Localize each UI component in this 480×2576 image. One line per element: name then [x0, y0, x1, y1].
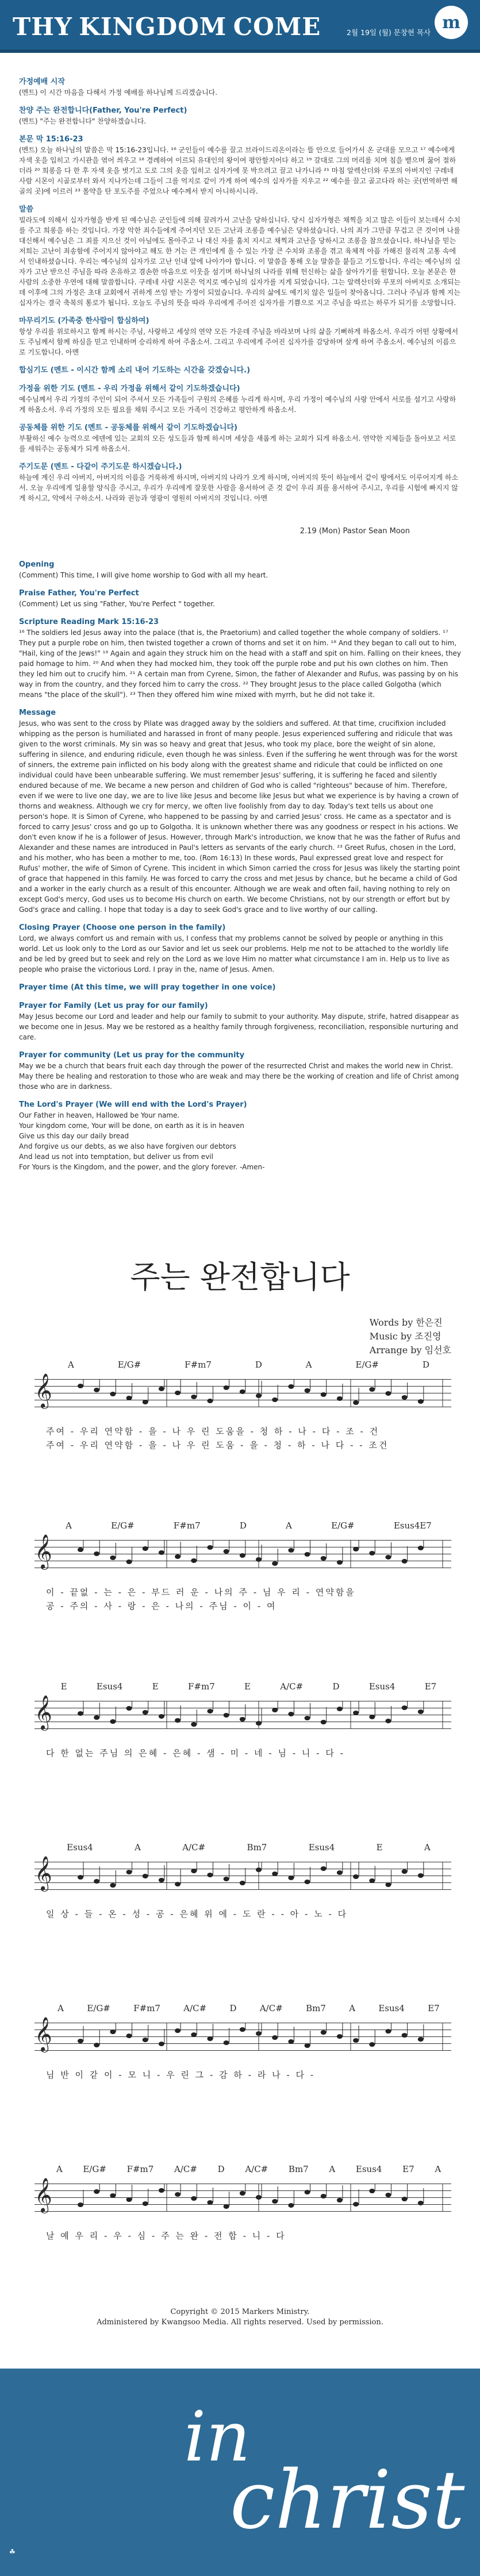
- note-head: [402, 1395, 408, 1400]
- en-lords-prayer-lines: [19, 1110, 462, 1172]
- ko-family-prayer-title: 가정을 위한 기도 (멘트 - 우리 가정을 위해서 같이 기도하겠습니다): [19, 384, 240, 393]
- note-head: [288, 1384, 294, 1389]
- note-head: [353, 1547, 359, 1551]
- note-head: [143, 1400, 148, 1404]
- note-head: [78, 1384, 83, 1388]
- ko-prayer-text: 항상 우리를 위로하시고 함께 하시는 주님, 사랑하고 세상의 연약 모든 가운데 주님을 바라보며 나의 삶을 기뻐하게 하옵소서. 우리가 어떤 상황에서도 주님께서 함께 하심을 믿고 인내하며 승리하게 하여 주옵소서. 그리고 우리에게 주어진 십자가를 감당하며 살게 하여 주옵소서. 예수님의 이름으로 기도합니다. 아멘: [19, 328, 459, 356]
- note-head: [305, 2190, 310, 2194]
- note-head: [402, 1559, 408, 1564]
- note-head: [272, 1397, 278, 1402]
- note-head: [126, 1396, 132, 1400]
- footer-script-in: in: [184, 2397, 251, 2477]
- note-head: [207, 1709, 213, 1714]
- chord-symbol: A: [286, 1520, 292, 1531]
- treble-clef-icon: 𝄞: [34, 1856, 52, 1890]
- chord-symbol: F#m7: [126, 2164, 154, 2174]
- ko-scripture-title: 본문 막 15:16-23: [19, 135, 83, 144]
- note-head: [305, 2043, 310, 2048]
- ko-message-title: 말씀: [19, 205, 34, 214]
- note-head: [369, 2189, 375, 2193]
- note-head: [385, 1882, 391, 1887]
- lyric-line: 날 예 우 리 - 우 - 심 - 주 는 완 - 전 합 - 니 - 다: [46, 2231, 286, 2241]
- note-head: [240, 2027, 245, 2032]
- note-head: [94, 2043, 99, 2047]
- note-head: [321, 1720, 327, 1724]
- note-head: [418, 1399, 424, 1404]
- note-glyphs: [75, 1540, 446, 1574]
- note-head: [272, 1708, 278, 1712]
- note-head: [321, 2030, 327, 2035]
- note-head: [94, 1551, 99, 1556]
- chord-symbol: E: [152, 1681, 159, 1692]
- chord-symbol: A/C#: [174, 2164, 197, 2174]
- chord-symbol: Bm7: [247, 1842, 267, 1853]
- note-head: [385, 1555, 391, 1560]
- ko-lords-prayer-text: 하늘에 계신 우리 아버지, 아버지의 이름을 거룩하게 하시며, 아버지의 나라가 오게 하시며, 아버지의 뜻이 하늘에서 같이 땅에서도 이루어지게 하소서. 오늘 우리에게 일용할 양식을 주시고, 우리가 우리에게 잘못한 사람을 용서하여 준 것 같이 우리 죄를 용서하여 주시고, 우리를 시험에 빠지지 않게 하시고, 악에서 구하소서. 나라와 권능과 영광이 영원히 아버지의 것입니다. 아멘: [19, 473, 459, 502]
- brand-thy: THY: [13, 13, 72, 41]
- chord-row: [46, 1681, 451, 1692]
- footer-logo-icon: ☘: [9, 2548, 16, 2556]
- chord-symbol: Esus4E7: [393, 1520, 432, 1531]
- note-head: [159, 2188, 164, 2193]
- note-head: [175, 1554, 181, 1559]
- note-head: [353, 1874, 359, 1879]
- note-head: [305, 1716, 310, 1720]
- note-head: [402, 1705, 408, 1710]
- note-head: [191, 2196, 197, 2201]
- chord-symbol: A: [305, 1360, 312, 1370]
- chord-symbol: A: [424, 1842, 431, 1853]
- chord-symbol: E: [244, 1681, 251, 1692]
- note-head: [143, 1710, 148, 1715]
- note-head: [369, 1387, 375, 1392]
- copyright-line-2: Administered by Kwangsoo Media. All rights reserved. Used by permission.: [97, 2318, 383, 2327]
- brand-come: COME: [233, 13, 321, 41]
- chord-symbol: A: [67, 1360, 74, 1370]
- chord-symbol: F#m7: [188, 1681, 215, 1692]
- note-head: [207, 1399, 213, 1403]
- note-head: [272, 1561, 278, 1566]
- chord-symbol: A: [329, 2164, 336, 2174]
- chord-symbol: E/G#: [87, 2003, 110, 2013]
- song-title: 주는 완전합니다: [130, 1259, 350, 1295]
- note-head: [126, 2197, 132, 2202]
- chord-row: [46, 2164, 451, 2174]
- note-head: [224, 2040, 229, 2045]
- en-opening-title: Opening: [19, 560, 55, 569]
- ko-community-prayer-title: 공동체를 위한 기도 (멘트 - 공동체를 위해서 같이 기도하겠습니다): [19, 423, 237, 432]
- en-message-text: Jesus, who was sent to the cross by Pilate was dragged away by the soldiers and suffered. At that time, crucifixion included whipping as the person is humiliated and harassed in front of many people. Jesus experienced suffering and ridicule that was given to the worst criminals. My sin was so heavy and great that Jesus, who took my place, bore the weight of sin alone, suffering in silence, and enduring ridicule, even though he was sinless. Even if the suffering he went through was for the worst of sinners, the extreme pain inflicted on his body along with the greatest shame and ridicule that could be inflicted on one individual could have been unbearable suffering. We must remember Jesus' suffering, it is suffering he faced and silently endured because of me. We became a new person and children of God who is called "righteous" because of him. Therefore, even if we were to live one day, we are to live like Jesus and become like Jesus but what we experience is by having a crown of thorns and weakness. Although we cry for mercy, we often live foolishly from day to day. Today's text tells us about one person's hope. It is Simon of Cyrene, who happened to be passing by and carried Jesus' cross. He came as a spectator and is forced to carry Jesus' cross and go up to Golgotha. It is unknown whether there was any goodness or respect in his actions. We don't even know if he is a follower of Jesus. However, through Mark's introduction, we know that he was the father of Rufus and Alexander and these names are introduced in Paul's letters as servants of the early church. ²³ Greet Rufus, chosen in the Lord, and his mother, who has been a mother to me, too. (Rom 16:13) In these words, Paul expressed great love and respect for Rufus' mother, the wife of Simon of Cyrene. This incident in which Simon carried the cross for Jesus was likely the starting point of grace that happened in this family. He was forced to carry the cross and met Jesus by chance, but he became a child of God and a worker in the early church as a result of this encounter. Although we are weak and often fail, having nothing to rely on except God's mercy, God uses us to become His church on earth. We become Christians, not by our strength or effort but by God's grace and calling. I hope that today is a day to seek God's grace and to live worthy of our calling.: [19, 719, 460, 914]
- credit-arrange: Arrange by 임선호: [369, 1345, 451, 1356]
- chord-symbol: E7: [424, 1681, 437, 1692]
- footer-banner: [0, 2369, 480, 2576]
- lyric-line: 공 - 주의 - 사 - 랑 - 은 - 나의 - 주님 - 이 - 여: [46, 1601, 277, 1611]
- copyright-notice: [0, 2307, 480, 2328]
- note-head: [337, 2034, 343, 2039]
- en-community-prayer-text: May we be a church that bears fruit each day through the power of the resurrected Christ and makes the world new in Christ. May there be healing and restoration to those who are weak and may there be the working of creation and life of Christ among those who are in darkness.: [19, 1062, 459, 1091]
- note-head: [207, 2036, 213, 2041]
- chord-symbol: A: [349, 2003, 356, 2013]
- chord-symbol: A/C#: [182, 1842, 206, 1853]
- en-closing-title: Closing Prayer (Choose one person in the family): [19, 923, 226, 932]
- note-head: [385, 1719, 391, 1723]
- note-head: [272, 2035, 278, 2040]
- chord-symbol: E: [376, 1842, 383, 1853]
- chord-symbol: E: [60, 1681, 67, 1692]
- brand-title: [13, 13, 321, 41]
- note-head: [353, 1400, 359, 1405]
- en-family-prayer-text: May Jesus become our Lord and leader and help our family to submit to your authority. May dispute, strife, hatred disappear as we become one in Jesus. May we be restored as a healthy family through forgiveness, reconciliation, responsible nurturing and care.: [19, 1012, 459, 1041]
- church-logo-icon: m: [435, 6, 468, 39]
- note-head: [337, 2198, 343, 2203]
- note-head: [126, 1706, 132, 1711]
- note-head: [224, 1713, 229, 1718]
- note-head: [240, 1717, 245, 1722]
- note-head: [418, 1546, 424, 1550]
- note-head: [240, 1881, 245, 1885]
- note-head: [353, 1711, 359, 1715]
- music-staff: [23, 2164, 457, 2218]
- date-label: 2월 19일 (월) 문창현 목사: [347, 28, 431, 37]
- chord-symbol: Esus4: [378, 2003, 405, 2013]
- chord-symbol: Bm7: [306, 2003, 326, 2013]
- en-scripture-title: Scripture Reading Mark 15:16-23: [19, 618, 159, 626]
- note-head: [191, 1722, 197, 1727]
- note-head: [175, 1718, 181, 1723]
- note-head: [110, 2193, 116, 2198]
- en-family-prayer-title: Prayer for Family (Let us pray for our family): [19, 1002, 208, 1010]
- note-head: [337, 1707, 343, 1711]
- music-staff: [23, 1842, 457, 1896]
- chord-row: [46, 2003, 451, 2013]
- chord-symbol: Esus4: [368, 1681, 395, 1692]
- lords-prayer-line: And lead us not into temptation, but deliver us from evil: [19, 1153, 213, 1161]
- note-head: [78, 2039, 83, 2043]
- chord-symbol: D: [229, 2003, 237, 2013]
- ko-opening-title: 가정예배 시작: [19, 78, 65, 86]
- note-head: [305, 1552, 310, 1557]
- chord-symbol: E7: [402, 2164, 414, 2174]
- chord-symbol: A: [57, 2003, 64, 2013]
- ko-community-prayer-text: 부활하신 예수 능력으로 에덴에 있는 교회의 모든 성도들과 함께 하시며 세상을 새롭게 하는 교회가 되게 하옵소서. 연약한 지체들을 돌아보고 서로를 세워주는 공동체가 되게 하옵소서.: [19, 434, 456, 453]
- note-head: [94, 1879, 99, 1884]
- note-head: [126, 1870, 132, 1874]
- note-head: [402, 2197, 408, 2201]
- note-head: [143, 1874, 148, 1878]
- note-head: [159, 1387, 164, 1391]
- treble-clef-icon: 𝄞: [34, 1695, 52, 1730]
- note-head: [353, 2038, 359, 2043]
- note-head: [272, 1872, 278, 1876]
- note-head: [94, 1715, 99, 1720]
- music-staff: [23, 1360, 457, 1414]
- note-head: [321, 1866, 327, 1871]
- chord-symbol: D: [255, 1360, 262, 1370]
- en-community-prayer-title: Prayer for community (Let us pray for the community: [19, 1051, 245, 1060]
- ko-scripture-text: (멘트) 오늘 하나님의 말씀은 막 15:16-23입니다. ¹⁶ 군인들이 예수를 끌고 브라이드리온이라는 뜰 안으로 들어가서 온 군대를 모으고 ¹⁷ 예수에게 자색 옷을 입히고 가시관을 엮어 씌우고 ¹⁸ 경례하여 이르되 유대인의 왕이여 평안할지어다 하고 ¹⁹ 갈대로 그의 머리를 치며 침을 뱉으며 꿇어 절하더라 ²⁰ 희롱을 다 한 후 자색 옷을 벗기고 도로 그의 옷을 입히고 십자가에 못 박으려고 끌고 나가니라 ²¹ 마침 알렉산더와 루포의 아버지인 구레네 사람 시몬이 시골로부터 와서 지나가는데 그들이 그를 억지로 같이 가게 하여 예수의 십자가를 지우고 ²² 예수를 끌고 골고다라 하는 곳(번역하면 해골의 곳)에 이르러 ²³ 몰약을 탄 포도주를 주었으나 예수께서 받지 아니하시니라.: [19, 146, 458, 195]
- note-head: [337, 1560, 343, 1565]
- note-head: [321, 1392, 327, 1397]
- note-head: [385, 2029, 391, 2034]
- ko-opening-text: (멘트) 이 시간 마음을 다해서 가정 예배를 하나님께 드리겠습니다.: [19, 88, 218, 97]
- note-head: [353, 2202, 359, 2207]
- en-lords-prayer-title: The Lord's Prayer (We will end with the Lord's Prayer): [19, 1100, 247, 1109]
- ko-prayer-title: 마무리기도 (가족중 한사람이 합심하여): [19, 317, 149, 325]
- ko-praise-text: (멘트) "주는 완전합니다" 찬양하겠습니다.: [19, 117, 147, 125]
- note-head: [224, 1549, 229, 1554]
- music-staff: [23, 1681, 457, 1735]
- note-head: [143, 2201, 148, 2206]
- note-head: [418, 1709, 424, 1714]
- en-prayer-time-title: Prayer time (At this time, we will pray together in one voice): [19, 983, 276, 992]
- lords-prayer-line: Your kingdom come, Your will be done, on earth as it is in heaven: [19, 1122, 244, 1130]
- note-head: [78, 1547, 83, 1552]
- chord-symbol: D: [217, 2164, 225, 2174]
- note-head: [385, 1391, 391, 1396]
- note-head: [207, 2200, 213, 2205]
- chord-symbol: A/C#: [245, 2164, 268, 2174]
- note-head: [126, 2034, 132, 2038]
- note-head: [159, 2042, 164, 2046]
- chord-symbol: Esus4: [96, 1681, 123, 1692]
- en-opening-text: (Comment) This time, I will give home worship to God with all my heart.: [19, 571, 268, 579]
- note-glyphs: [75, 1379, 446, 1414]
- note-head: [78, 1711, 83, 1716]
- note-head: [418, 2201, 424, 2205]
- note-head: [402, 1869, 408, 1874]
- note-head: [288, 1876, 294, 1880]
- chord-symbol: D: [332, 1681, 340, 1692]
- note-head: [207, 1873, 213, 1877]
- note-glyphs: [75, 2023, 446, 2057]
- treble-clef-icon: 𝄞: [34, 2017, 52, 2051]
- chord-symbol: A: [135, 1842, 141, 1853]
- note-head: [143, 2038, 148, 2042]
- ko-praise-title: 찬양 주는 완전합니다(Father, You're Perfect): [19, 106, 187, 115]
- note-head: [369, 1878, 375, 1883]
- chord-row: [46, 1360, 451, 1370]
- chord-symbol: A: [56, 2164, 63, 2174]
- note-head: [288, 2039, 294, 2044]
- note-head: [321, 1556, 327, 1561]
- chord-row: [46, 1520, 451, 1531]
- note-head: [110, 1392, 116, 1396]
- note-head: [418, 1873, 424, 1878]
- header-banner: [0, 0, 480, 53]
- note-head: [288, 1712, 294, 1716]
- note-head: [159, 1550, 164, 1555]
- note-head: [240, 1389, 245, 1394]
- devotional-content: [19, 69, 462, 1172]
- copyright-line-1: Copyright © 2015 Markers Ministry.: [170, 2308, 310, 2316]
- note-head: [126, 1560, 132, 1564]
- chord-symbol: A: [435, 2164, 441, 2174]
- note-glyphs: [75, 1701, 446, 1735]
- note-head: [288, 2203, 294, 2208]
- note-head: [191, 1869, 197, 1873]
- en-praise-title: Praise Father, You're Perfect: [19, 589, 139, 598]
- en-scripture-text: ¹⁶ The soldiers led Jesus away into the palace (that is, the Praetorium) and called together the whole company of soldiers. ¹⁷ They put a purple robe on him, then twisted together a crown of thorns and set it on him. ¹⁸ And they began to call out to him, "Hail, king of the Jews!" ¹⁹ Again and again they struck him on the head with a staff and spit on him. Falling on their knees, they paid homage to him. ²⁰ And when they had mocked him, they took off the purple robe and put his own clothes on him. Then they led him out to crucify him. ²¹ A certain man from Cyrene, Simon, the father of Alexander and Rufus, was passing by on his way in from the country, and they forced him to carry the cross. ²² They brought Jesus to the place called Golgotha (which means "the place of the skull"). ²³ Then they offered him wine mixed with myrrh, but he did not take it.: [19, 629, 462, 699]
- note-head: [240, 1553, 245, 1558]
- note-head: [175, 2028, 181, 2033]
- note-head: [240, 2191, 245, 2196]
- chord-symbol: A: [66, 1520, 72, 1531]
- lyric-line: 주여 - 우리 연약함 - 을 - 나 우 린 도움을 - 청 하 - 나 - 다 - 조 - 건: [46, 1426, 380, 1437]
- note-glyphs: [75, 2184, 446, 2218]
- note-head: [175, 1391, 181, 1395]
- note-head: [402, 2033, 408, 2038]
- music-staff: [23, 2003, 457, 2057]
- note-head: [191, 2032, 197, 2037]
- credit-music: Music by 조진영: [369, 1331, 441, 1342]
- note-head: [224, 1877, 229, 1881]
- footer-script-christ: christ: [230, 2454, 465, 2547]
- note-head: [224, 2204, 229, 2209]
- note-head: [224, 1385, 229, 1390]
- ko-message-text: 빌라도에 의해서 십자가형을 받게 된 예수님은 군인들에 의해 끌려가서 고난을 당하십니다. 당시 십자가형은 채찍을 치고 많은 이들이 보는데서 수치를 주고 희롱을 하는 것입니다. 가장 악한 죄수들에게 주어지던 모든 고난과 조롱을 예수님은 당하셨습니다. 나의 죄가 그만큼 무겁고 큰 것이며 나를 대신해서 예수님은 그 죄를 지으신 것이 아님에도 몰아주고 나 대신 자를 훔치 지시고 채찍과 고난을 당하시고 조롱을 참으셨습니다. 하나님을 믿는 저희는 고난이 죄송함에 주어지지 않아야고 해도 한 거는 큰 개인에게 올 수 있는 가장 큰 수치와 조롱을 겪고 육체적 아픔 가해진 물리적 고통 속에서 인내하셨습니다. 우리는 예수님의 십자가로 고난 인내 앞에 나아가야 합니다. 이 말씀을 통해 오늘 말씀을 붙들고 기도합니다. 우리는 예수님의 십자가 고난 받으신 주님을 따라 온유하고 겸손한 마음으로 이웃을 섬기며 하나님의 나라를 위해 헌신하는 삶을 살아가기를 원합니다. 오늘 본문은 한 사람의 소중한 우연에 대해 말씀합니다. 구레네 사람 시몬은 억지로 예수님의 십자가를 지게 되었습니다. 그는 알렉산더와 루포의 아버지로 소개되는데 이후에 그의 가정은 초대 교회에서 귀하게 쓰임 받는 가정이 되었습니다. 우리의 삶에도 예기치 않은 일들이 찾아옵니다. 그러나 주님과 함께 지는 십자가는 결국 축복의 통로가 됩니다. 오늘도 주님의 뜻을 따라 우리에게 주어진 십자가를 기쁨으로 지고 주님을 따르는 하루가 되기를 소망합니다.: [19, 216, 460, 307]
- note-head: [110, 1883, 116, 1888]
- note-head: [191, 1558, 197, 1563]
- lyric-line: 일 상 - 들 - 온 - 성 - 공 - 은혜 위 에 - 도 란 - - 아 - 노 - 다: [46, 1909, 348, 1919]
- lyric-line: 이 - 끝없 - 는 - 은 - 부드 러 운 - 나의 주 - 님 우 리 - 연약함을: [46, 1587, 356, 1597]
- note-head: [78, 2203, 83, 2207]
- brand-kingdom: KINGDOM: [79, 13, 227, 41]
- chord-symbol: D: [422, 1360, 430, 1370]
- note-head: [207, 1545, 213, 1550]
- lords-prayer-line: Give us this day our daily bread: [19, 1132, 129, 1140]
- note-glyphs: [75, 1862, 446, 1896]
- note-head: [110, 1555, 116, 1560]
- note-head: [369, 2042, 375, 2047]
- note-head: [110, 2030, 116, 2034]
- note-head: [143, 1546, 148, 1551]
- note-head: [288, 1548, 294, 1553]
- lords-prayer-line: And forgive us our debts, as we also have forgiven our debtors: [19, 1142, 236, 1150]
- en-closing-text: Lord, we always comfort us and remain with us, I confess that my problems cannot be solved by people or anything in this world. Let us look only to the Lord as our Savior and let us seek our problems. Help me not to be attached to the worldly life and be led by greed but to seek and rely on the Lord as we love Him no matter what circumstance I am in. Help us to live as people who praise the victorious Lord. I pray in the, name of Jesus. Amen.: [19, 934, 450, 973]
- note-head: [369, 1715, 375, 1719]
- en-message-title: Message: [19, 709, 56, 717]
- treble-clef-icon: 𝄞: [34, 1373, 52, 1408]
- note-head: [78, 1875, 83, 1880]
- chord-symbol: F#m7: [185, 1360, 212, 1370]
- ko-lords-prayer-title: 주기도문 (멘트 - 다같이 주기도문 하시겠습니다.): [19, 463, 182, 471]
- signature: 2.19 (Mon) Pastor Sean Moon: [299, 527, 410, 536]
- lyric-line: 다 한 없는 주님 의 은혜 - 은혜 - 샘 - 미 - 네 - 님 - 니 - 다 -: [46, 1748, 345, 1758]
- note-head: [321, 2194, 327, 2198]
- note-head: [94, 1388, 99, 1392]
- ko-together-title: 합심기도 (멘트 - 이시간 함께 소리 내어 기도하는 시간을 갖겠습니다.): [19, 366, 251, 375]
- lords-prayer-line: For Yours is the Kingdom, and the power, and the glory forever. -Amen-: [19, 1163, 265, 1171]
- treble-clef-icon: 𝄞: [34, 1534, 52, 1569]
- chord-symbol: A/C#: [259, 2003, 283, 2013]
- chord-symbol: E7: [428, 2003, 440, 2013]
- note-head: [94, 2189, 99, 2194]
- note-head: [337, 1396, 343, 1401]
- lyric-line: 주여 - 우리 연약함 - 을 - 나 우 린 도움 - 을 - 청 - 하 - 나 다 - - 조건: [46, 1440, 389, 1450]
- chord-symbol: Esus4: [308, 1842, 335, 1853]
- chord-symbol: A/C#: [183, 2003, 207, 2013]
- chord-symbol: Esus4: [67, 1842, 93, 1853]
- music-staff: [23, 1520, 457, 1574]
- note-head: [159, 1878, 164, 1882]
- note-head: [418, 2037, 424, 2042]
- chord-symbol: E/G#: [83, 2164, 106, 2174]
- note-head: [175, 1882, 181, 1886]
- chord-symbol: F#m7: [133, 2003, 160, 2013]
- note-head: [305, 1388, 310, 1393]
- song-credits: [370, 1316, 451, 1357]
- chord-symbol: D: [239, 1520, 247, 1531]
- note-head: [191, 1395, 197, 1399]
- en-praise-text: (Comment) Let us sing "Father, You're Perfect " together.: [19, 600, 215, 608]
- note-head: [305, 1880, 310, 1884]
- chord-symbol: E/G#: [117, 1360, 141, 1370]
- chord-row: [46, 1842, 451, 1853]
- chord-symbol: A/C#: [280, 1681, 304, 1692]
- lords-prayer-line: Our Father in heaven, Hallowed be Your name.: [19, 1111, 180, 1119]
- note-head: [159, 1714, 164, 1719]
- chord-symbol: E/G#: [331, 1520, 355, 1531]
- chord-symbol: Bm7: [288, 2164, 309, 2174]
- note-head: [337, 1870, 343, 1875]
- note-head: [385, 2193, 391, 2197]
- note-head: [175, 2192, 181, 2197]
- chord-symbol: F#m7: [173, 1520, 201, 1531]
- sheet-music: [23, 1253, 457, 2362]
- lyric-line: 님 반 이 같 이 - 모 니 - 우 린 그 - 감 하 - 라 나 - 다 -: [46, 2070, 316, 2080]
- chord-symbol: E/G#: [111, 1520, 135, 1531]
- chord-symbol: Esus4: [355, 2164, 382, 2174]
- treble-clef-icon: 𝄞: [34, 2178, 52, 2212]
- note-head: [369, 1551, 375, 1555]
- note-head: [110, 1719, 116, 1724]
- chord-symbol: E/G#: [355, 1360, 379, 1370]
- ko-family-prayer-text: 예수님께서 우리 가정의 주인이 되어 주셔서 모든 가족들이 구원의 은혜를 누리게 하시며, 우리 가정이 예수님의 사랑 안에서 서로를 섬기고 사랑하게 하옵소서. 우리 가정의 모든 필요를 채워 주시고 모든 가족이 건강하고 평안하게 하옵소서.: [19, 395, 456, 414]
- note-head: [272, 2199, 278, 2204]
- credit-words: Words by 한은진: [369, 1317, 443, 1328]
